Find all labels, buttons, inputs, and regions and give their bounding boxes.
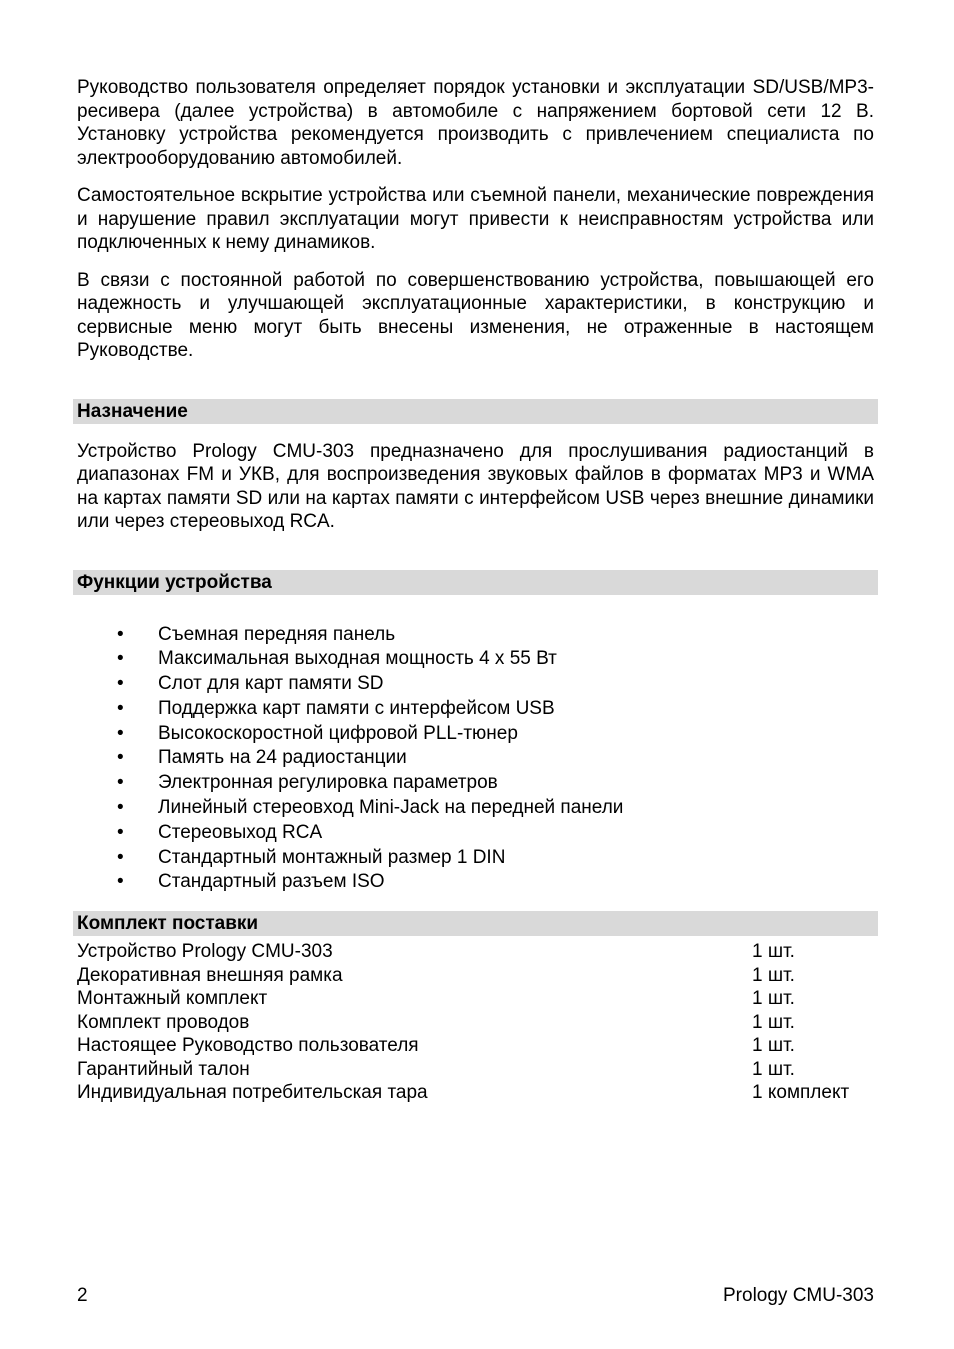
bullet-icon: • [117, 821, 124, 843]
feature-text: Стандартный монтажный размер 1 DIN [158, 846, 506, 868]
list-item [77, 821, 874, 846]
table-row [77, 964, 874, 988]
package-item: Комплект проводов [77, 1011, 250, 1033]
bullet-icon: • [117, 648, 124, 670]
list-item [77, 672, 874, 697]
package-item: Настоящее Руководство пользователя [77, 1035, 419, 1057]
feature-text: Высокоскоростной цифровой PLL-тюнер [158, 722, 518, 744]
intro-paragraph-1: Руководство пользователя определяет порядок установки и эксплуатации SD/USB/MP3-ресивера (далее устройства) в автомобиле с напряжением бортовой сети 12 В. Установку устройства рекомендуется производить с привлечением специалиста по электрооборудованию автомобилей. [77, 77, 874, 169]
section-heading-functions: Функции устройства [73, 570, 878, 595]
feature-text: Линейный стереовход Mini-Jack на передней панели [158, 797, 624, 819]
package-qty: 1 шт. [752, 964, 795, 986]
package-item: Гарантийный талон [77, 1058, 250, 1080]
bullet-icon: • [117, 673, 124, 695]
table-row [77, 940, 874, 964]
table-row [77, 1011, 874, 1035]
bullet-icon: • [117, 772, 124, 794]
package-qty: 1 комплект [752, 1082, 850, 1104]
list-item [77, 870, 874, 895]
document-page [77, 76, 874, 1105]
bullet-icon: • [117, 846, 124, 868]
footer-product-name: Prology CMU-303 [723, 1285, 874, 1306]
bullet-icon: • [117, 747, 124, 769]
package-table [77, 940, 874, 1105]
section-heading-package: Комплект поставки [73, 911, 878, 936]
page-number: 2 [77, 1285, 88, 1306]
bullet-icon: • [117, 871, 124, 893]
feature-text: Поддержка карт памяти с интерфейсом USB [158, 697, 555, 719]
list-item [77, 796, 874, 821]
feature-text: Память на 24 радиостанции [158, 747, 407, 769]
purpose-paragraph: Устройство Prology CMU-303 предназначено для прослушивания радиостанций в диапазонах FM и УКВ, для воспроизведения звуковых файлов в форматах MP3 и WMA на картах памяти SD или на картах памяти с интерфейсом USB через внешние динамики или через стереовыход RCA. [77, 440, 874, 532]
package-qty: 1 шт. [752, 1035, 795, 1057]
package-item: Монтажный комплект [77, 988, 268, 1010]
feature-text: Стандартный разъем ISO [158, 871, 385, 893]
intro-paragraph-2: Самостоятельное вскрытие устройства или съемной панели, механические повреждения и нарушение правил эксплуатации могут привести к неисправностям устройства или подключенных к нему динамиков. [77, 185, 874, 253]
table-row [77, 1034, 874, 1058]
table-row [77, 1058, 874, 1082]
package-qty: 1 шт. [752, 988, 795, 1010]
table-row [77, 987, 874, 1011]
package-qty: 1 шт. [752, 1011, 795, 1033]
list-item [77, 846, 874, 871]
list-item [77, 746, 874, 771]
intro-paragraph-3: В связи с постоянной работой по совершенствованию устройства, повышающей его надежность и улучшающей эксплуатационные характеристики, в конструкцию и сервисные меню могут быть внесены изменения, не отраженные в настоящем Руководстве. [77, 269, 874, 361]
list-item [77, 647, 874, 672]
table-row [77, 1081, 874, 1105]
feature-text: Электронная регулировка параметров [158, 772, 498, 794]
section-heading-purpose: Назначение [73, 399, 878, 424]
list-item [77, 623, 874, 648]
feature-text: Съемная передняя панель [158, 623, 396, 645]
feature-text: Слот для карт памяти SD [158, 673, 384, 695]
package-item: Декоративная внешняя рамка [77, 964, 343, 986]
bullet-icon: • [117, 722, 124, 744]
list-item [77, 722, 874, 747]
bullet-icon: • [117, 797, 124, 819]
package-item: Устройство Prology CMU-303 [77, 941, 333, 963]
feature-text: Стереовыход RCA [158, 821, 323, 843]
package-item: Индивидуальная потребительская тара [77, 1082, 428, 1104]
package-qty: 1 шт. [752, 1058, 795, 1080]
bullet-icon: • [117, 623, 124, 645]
list-item [77, 697, 874, 722]
list-item [77, 771, 874, 796]
feature-text: Максимальная выходная мощность 4 х 55 Вт [158, 648, 557, 670]
features-list [77, 623, 874, 896]
bullet-icon: • [117, 697, 124, 719]
package-qty: 1 шт. [752, 941, 795, 963]
